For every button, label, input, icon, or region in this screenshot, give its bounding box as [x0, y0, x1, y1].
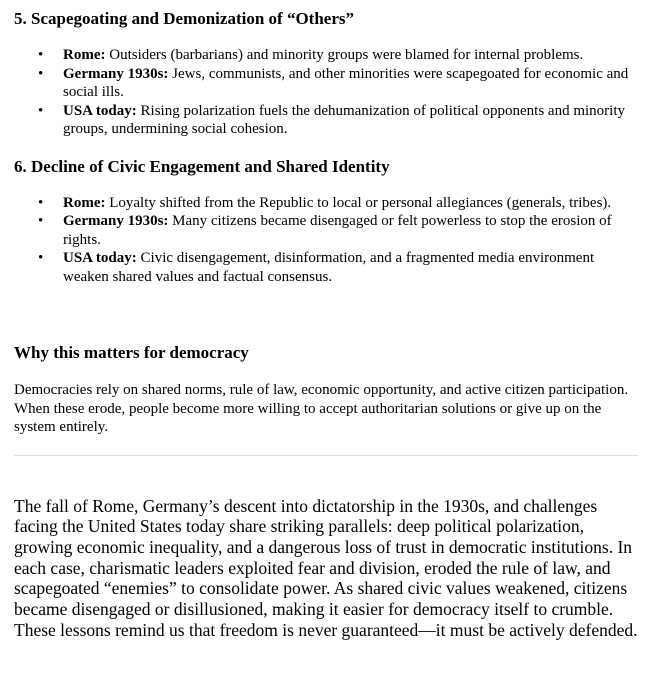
- list-item: [14, 212, 640, 249]
- bullet-icon: •: [38, 250, 44, 266]
- why-paragraph: Democracies rely on shared norms, rule of law, economic opportunity, and active citizen participation. When these erode, people become more willing to accept authoritarian solutions or give up on the system entirely.: [14, 382, 629, 435]
- section-list-scapegoating: [14, 46, 640, 139]
- bullet-icon: •: [38, 65, 44, 82]
- bullet-icon: •: [38, 213, 44, 229]
- item-text: Loyalty shifted from the Republic to local or personal allegiances (generals, tribes).: [105, 194, 612, 211]
- document-body: [14, 0, 640, 640]
- list-item: [14, 46, 640, 65]
- summary-paragraph: The fall of Rome, Germany’s descent into dictatorship in the 1930s, and challenges facing the United States today share striking parallels: deep political polarization, growing economic inequality, and a dangerous loss of trust in democratic institutions. In each case, charismatic leaders exploited fear and division, eroded the rule of law, and scapegoated “enemies” to consolidate power. As shared civic values weakened, citizens became disengaged or disillusioned, making it easier for democracy itself to crumble. These lessons remind us that freedom is never guaranteed—it must be actively defended.: [14, 495, 638, 640]
- section-heading-scapegoating: 5. Scapegoating and Demonization of “Others”: [14, 9, 354, 28]
- item-text: Civic disengagement, disinformation, and a fragmented media environment weaken shared values and factual consensus.: [63, 250, 595, 285]
- bullet-icon: •: [38, 102, 44, 119]
- item-text: Many citizens became disengaged or felt powerless to stop the erosion of rights.: [63, 213, 612, 248]
- item-label: Rome:: [63, 194, 106, 211]
- item-text: Jews, communists, and other minorities were scapegoated for economic and social ills.: [63, 65, 629, 100]
- item-label: Germany 1930s:: [63, 213, 169, 229]
- item-label: Germany 1930s:: [63, 65, 169, 82]
- item-text: Rising polarization fuels the dehumanization of political opponents and minority groups, undermining social cohesion.: [63, 102, 625, 137]
- item-text: Outsiders (barbarians) and minority groups were blamed for internal problems.: [105, 47, 584, 63]
- bullet-icon: •: [38, 47, 44, 63]
- section-list-civic-engagement: [14, 194, 640, 287]
- item-label: Rome:: [63, 47, 106, 63]
- item-label: USA today:: [63, 250, 137, 266]
- list-item: [14, 102, 640, 139]
- divider: [14, 455, 638, 456]
- list-item: [14, 194, 640, 213]
- item-label: USA today:: [63, 102, 137, 119]
- why-heading: Why this matters for democracy: [14, 343, 249, 362]
- list-item: [14, 65, 640, 102]
- list-item: [14, 249, 640, 286]
- section-heading-civic-engagement: 6. Decline of Civic Engagement and Shared Identity: [14, 156, 390, 176]
- bullet-icon: •: [38, 194, 44, 211]
